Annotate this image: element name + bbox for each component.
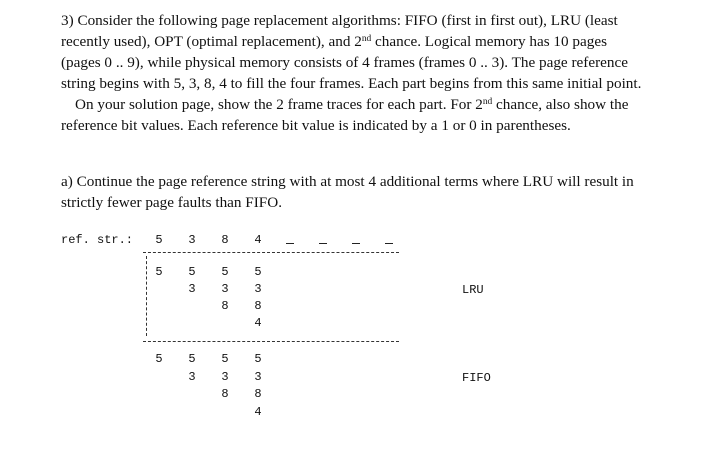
frame-cell: 3 [254, 370, 262, 384]
problem-line-3: (pages 0 .. 9), while physical memory consists of 4 frames (frames 0 .. 3). The page reference [61, 54, 628, 71]
ref-value: 4 [254, 233, 262, 247]
ref-value: 3 [188, 233, 196, 247]
lru-label: LRU [462, 283, 484, 297]
answer-blank [286, 243, 294, 244]
ref-str-label: ref. str.: [61, 233, 134, 247]
problem-line-4: string begins with 5, 3, 8, 4 to fill the four frames. Each part begins from this same initial point. [61, 75, 642, 92]
frame-cell: 5 [221, 265, 229, 279]
part-a-line-2: strictly fewer page faults than FIFO. [61, 194, 283, 211]
frame-cell: 3 [254, 282, 262, 296]
divider-line [143, 341, 399, 342]
part-a-question [61, 171, 701, 213]
frame-cell: 5 [188, 265, 196, 279]
frame-cell: 5 [254, 352, 262, 366]
problem-line-1: 3) Consider the following page replacement algorithms: FIFO (first in first out), LRU (least [61, 12, 618, 29]
answer-blank [385, 243, 393, 244]
part-a-line-1: a) Continue the page reference string with at most 4 additional terms where LRU will result in [61, 173, 634, 190]
frame-cell: 8 [254, 387, 262, 401]
divider-line [146, 256, 147, 336]
divider-line [143, 252, 399, 253]
frame-cell: 3 [188, 370, 196, 384]
answer-blank [352, 243, 360, 244]
frame-cell: 4 [254, 405, 262, 419]
problem-line-5: On your solution page, show the 2 frame traces for each part. For 2nd chance, also show the [75, 96, 629, 113]
frame-cell: 5 [155, 352, 163, 366]
frame-cell: 8 [221, 299, 229, 313]
problem-line-2: recently used), OPT (optimal replacement), and 2nd chance. Logical memory has 10 pages [61, 33, 607, 50]
frame-cell: 4 [254, 316, 262, 330]
superscript-nd: nd [482, 96, 493, 107]
frame-cell: 3 [188, 282, 196, 296]
frame-cell: 8 [221, 387, 229, 401]
ref-value: 5 [155, 233, 163, 247]
frame-cell: 3 [221, 282, 229, 296]
answer-blank [319, 243, 327, 244]
ref-value: 8 [221, 233, 229, 247]
frame-cell: 8 [254, 299, 262, 313]
frame-cell: 5 [188, 352, 196, 366]
problem-line-6: reference bit values. Each reference bit value is indicated by a 1 or 0 in parentheses. [61, 117, 571, 134]
superscript-nd: nd [361, 33, 372, 44]
frame-cell: 5 [221, 352, 229, 366]
fifo-label: FIFO [462, 371, 491, 385]
frame-cell: 5 [155, 265, 163, 279]
frame-cell: 3 [221, 370, 229, 384]
frame-cell: 5 [254, 265, 262, 279]
problem-statement [61, 10, 701, 136]
